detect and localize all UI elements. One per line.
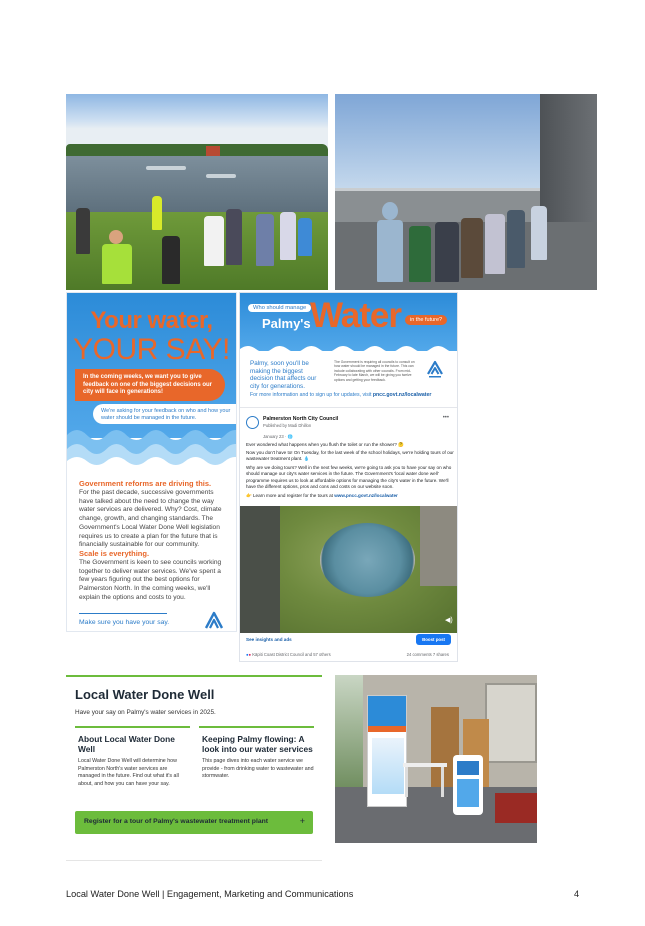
- poster-title-line1: Your water,: [90, 307, 213, 334]
- poster-intro-white: We're asking for your feedback on who and how your water should be managed in the future.: [93, 404, 237, 424]
- fb-banner-palmy: Palmy's: [262, 316, 311, 331]
- bin-display: [453, 755, 483, 815]
- page-number: 4: [574, 889, 580, 899]
- fb-post-para3: Why are we doing tours? Well in the next few weeks, we're going to ask you to have your say on who should manage our city's water services in the future. The Government's 'local water done well' programme requires us to look at affordable options for managing the city's water in the future. We'll have the different options, pros and cons and costs on our website soon.: [246, 465, 452, 489]
- website-title: Local Water Done Well: [75, 687, 215, 702]
- your-water-poster: [66, 292, 237, 632]
- fb-page-name[interactable]: Palmerston North City Council: [263, 416, 339, 422]
- photo-pond-tour: [66, 94, 328, 290]
- register-tour-label: Register for a tour of Palmy's wastewater treatment plant: [84, 818, 269, 825]
- council-logo-icon: [204, 611, 224, 629]
- reaction-icons: ●: [246, 652, 249, 657]
- banner-stand: [367, 695, 407, 807]
- poster-section1-heading: Government reforms are driving this.: [79, 479, 212, 488]
- volume-icon[interactable]: ◀): [445, 617, 453, 624]
- fb-published-by: Published by Madi Dhillon: [263, 423, 312, 428]
- fb-banner-future: in the future?: [405, 315, 447, 325]
- poster-wave-decoration: [67, 423, 236, 468]
- poster-section2-heading: Scale is everything.: [79, 549, 150, 558]
- photo-library-display: [335, 675, 537, 843]
- fb-post-link[interactable]: www.pncc.govt.nz/localwater: [334, 493, 398, 498]
- council-logo-icon: [426, 360, 444, 380]
- poster-title-line2: YOUR SAY!: [73, 333, 230, 366]
- fb-post-date[interactable]: January 23 · 🌐: [263, 434, 293, 439]
- fb-banner-water: Water: [310, 296, 401, 335]
- page-footer: Local Water Done Well | Engagement, Marketing and Communications: [66, 889, 354, 899]
- fb-more-info: [250, 392, 431, 398]
- website-subtitle: Have your say on Palmy's water services in 2025.: [75, 709, 216, 716]
- card2-accent: [199, 726, 314, 728]
- fb-post-para1: Ever wondered what happens when you flush the toilet or run the shower? 🤔: [246, 442, 404, 447]
- clarifier-tank: [320, 523, 415, 597]
- poster-footer-text: Make sure you have your say.: [79, 619, 170, 626]
- fb-reactions-text: Kāpiti Coast District Council and 57 others: [252, 652, 331, 657]
- card1-accent: [75, 726, 190, 728]
- fb-post-para2: Now you don't have to! On Tuesday, for the last week of the school holidays, we're holding tours of our wastewater treatment plant. 💧: [246, 450, 454, 462]
- website-screenshot: [66, 675, 322, 861]
- poster-intro-orange: In the coming weeks, we want you to give feedback on one of the biggest decisions our city will face in generations!: [75, 369, 225, 401]
- fb-more-info-link[interactable]: pncc.govt.nz/localwater: [372, 392, 432, 398]
- website-bottom-rule: [66, 860, 322, 861]
- card1-title[interactable]: About Local Water Done Well: [78, 734, 175, 754]
- website-top-rule: [66, 675, 322, 677]
- card2-title[interactable]: Keeping Palmy flowing: A look into our water services: [202, 734, 313, 754]
- fb-post-para4-prefix: 👉 Learn more and register for the tours at: [246, 493, 333, 498]
- more-options-icon[interactable]: •••: [442, 415, 449, 421]
- heart-icon: ●: [248, 652, 252, 657]
- plus-icon: +: [299, 816, 305, 826]
- fb-reactions[interactable]: [246, 652, 331, 657]
- fb-more-info-prefix: For more information and to sign up for updates, visit: [250, 392, 372, 398]
- poster-section1-body: For the past decade, successive governments have talked about the need to change the way water services are delivered. Why? Cost, climate change, growth, and changing standards. The Government's Local Water Done Well legislation requires us to create a plan for the future that is financially sustainable for our community.: [79, 489, 222, 549]
- see-insights-link[interactable]: See insights and ads: [246, 637, 292, 642]
- fb-palmy-text: Palmy, soon you'll be making the biggest decision that affects our city for generations.: [250, 360, 317, 390]
- fb-comments-shares[interactable]: 24 comments 7 shares: [406, 652, 449, 657]
- photo-plant-tour: [335, 94, 597, 290]
- page-avatar[interactable]: [246, 416, 259, 429]
- poster-footer-divider: [79, 613, 167, 614]
- fb-government-text: The Government is requiring all councils to consult on how water should be managed in the future. This can include collaborating with other councils. From mid-February to late March, we will be giving you twelve options and getting your feedback.: [334, 360, 415, 382]
- fb-post-para4: [246, 493, 454, 499]
- fb-aerial-clarifier-image[interactable]: [240, 506, 457, 633]
- boost-post-button[interactable]: Boost post: [416, 634, 451, 645]
- card1-body: Local Water Done Well will determine how Palmerston North's water services are managed in the future. Find out what it's all about, and how you can have your say.: [78, 758, 179, 787]
- poster-section2-body: The Government is keen to see councils working together to deliver water services. We've spent a few years figuring out the best options for Palmerston North. In the coming weeks, we'll explain the options and costs to you.: [79, 559, 222, 601]
- fb-wave-decoration: [240, 343, 457, 357]
- card2-body: This page dives into each water service we provide - from drinking water to wastewater and stormwater.: [202, 758, 314, 780]
- facebook-post: [239, 292, 458, 662]
- fb-banner-who: Who should manage: [248, 304, 311, 312]
- fb-divider: [240, 407, 457, 408]
- register-tour-button[interactable]: [75, 811, 313, 834]
